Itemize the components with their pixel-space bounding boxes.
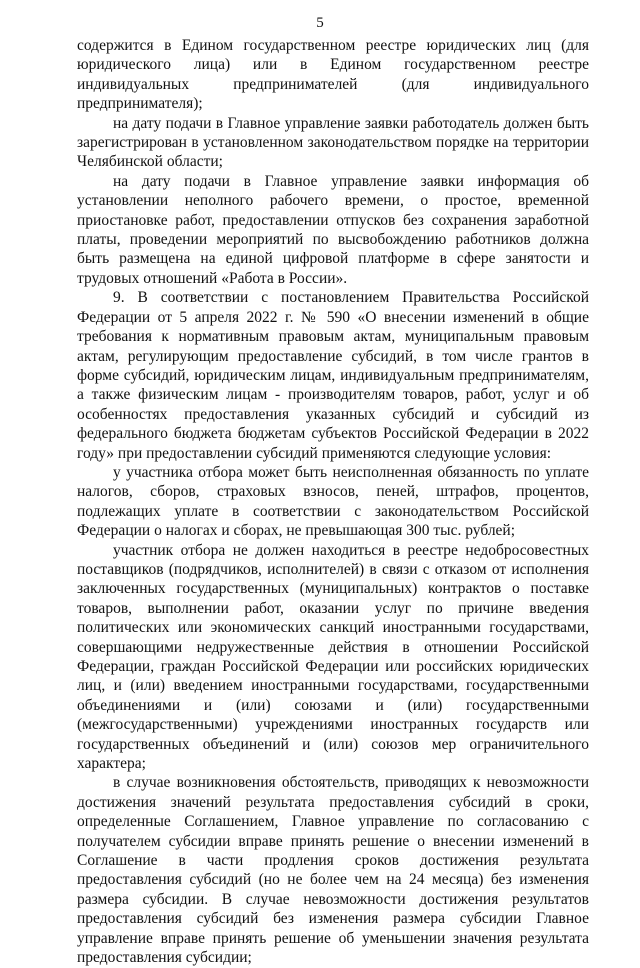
document-body [77,36,589,968]
paragraph-registry-continuation: содержится в Едином государственном реестре юридических лиц (для юридического лица) или в Едином государственном реестре индивидуальных предпринимателей (для индивидуального предпринимателя); [77,37,589,113]
paragraph-deadline-extension-condition: в случае возникновения обстоятельств, приводящих к невозможности достижения значений результата предоставления субсидий в сроки, определенные Соглашением, Главное управление по согласованию с получателем субсидии вправе принять решение о внесении изменений в Соглашение в части продления сроков достижения результата предоставления субсидий (но не более чем на 24 месяца) без изменения размера субсидии. В случае невозможности достижения результатов предоставления субсидий без изменения размера субсидии Главное управление вправе принять решение об уменьшении значения результата предоставления субсидии; [77,774,589,967]
page-number: 5 [316,15,324,31]
paragraph-registration-condition: на дату подачи в Главное управление заявки работодатель должен быть зарегистрирован в установленном законодательством порядке на территории Челябинской области; [77,114,589,171]
paragraph-item-9: 9. В соответствии с постановлением Правительства Российской Федерации от 5 апреля 2022 г. № 590 «О внесении изменений в общие требования к нормативным правовым актам, муниципальным правовым актам, регулирующим предоставление субсидий, в том числе грантов в форме субсидий, юридическим лицам, индивидуальным предпринимателям, а также физическим лицам - производителям товаров, работ, услуг и об особенностях предоставления указанных субсидий и субсидий из федерального бюджета бюджетам субъектов Российской Федерации в 2022 году» при предоставлении субсидий применяются следующие условия: [77,289,589,462]
paragraph-unfair-suppliers-condition: участник отбора не должен находиться в реестре недобросовестных поставщиков (подрядчиков, исполнителей) в связи с отказом от исполнения заключенных государственных (муниципальных) контрактов о поставке товаров, выполнении работ, оказании услуг по причине введения политических или экономических санкций иностранными государствами, совершающими недружественные действия в отношении Российской Федерации, граждан Российской Федерации или российских юридических лиц, и (или) введением иностранными государствами, государственными объединениями и (или) союзами и (или) государственными (межгосударственными) учреждениями иностранных государств или государственных объединений и (или) союзов мер ограничительного характера; [77,541,589,773]
paragraph-employment-info-condition: на дату подачи в Главное управление заявки информация об установлении неполного рабочего времени, о простое, временной приостановке работ, предоставлении отпусков без сохранения заработной платы, проведении мероприятий по высвобождению работников должна быть размещена на единой цифровой платформе в сфере занятости и трудовых отношений «Работа в России». [77,172,589,287]
paragraph-tax-debt-condition: у участника отбора может быть неисполненная обязанность по уплате налогов, сборов, страховых взносов, пеней, штрафов, процентов, подлежащих уплате в соответствии с законодательством Российской Федерации о налогах и сборах, не превышающая 300 тыс. рублей; [77,463,589,540]
